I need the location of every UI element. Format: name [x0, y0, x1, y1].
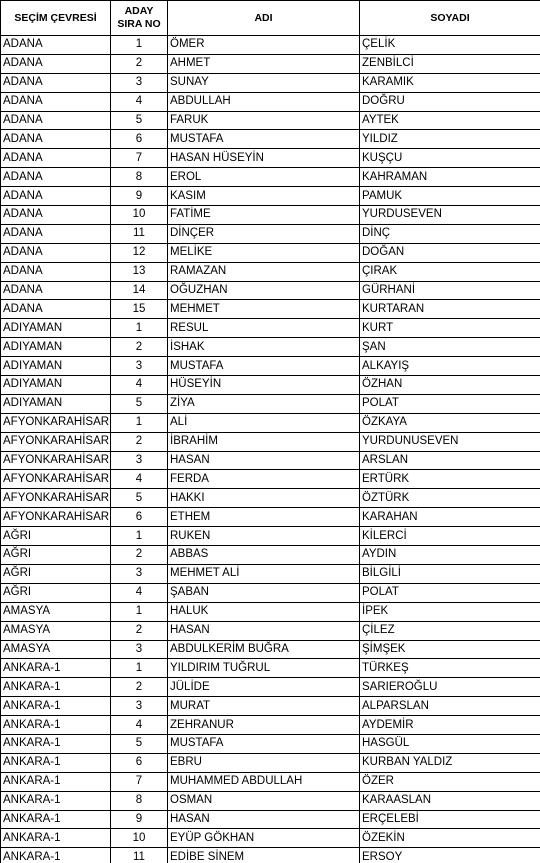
- table-row: [1, 394, 540, 413]
- cell-electoral-district: ADANA: [1, 130, 111, 149]
- table-row: [1, 640, 540, 659]
- cell-first-name: FATİME: [168, 206, 360, 225]
- cell-first-name: ŞABAN: [168, 583, 360, 602]
- cell-first-name: HASAN: [168, 810, 360, 829]
- cell-first-name: HASAN: [168, 451, 360, 470]
- table-row: [1, 149, 540, 168]
- cell-candidate-order-no: 4: [111, 376, 168, 395]
- cell-first-name: SUNAY: [168, 73, 360, 92]
- cell-electoral-district: ADIYAMAN: [1, 319, 111, 338]
- cell-electoral-district: ADANA: [1, 262, 111, 281]
- cell-candidate-order-no: 6: [111, 753, 168, 772]
- cell-surname: KURTARAN: [360, 300, 540, 319]
- cell-electoral-district: AFYONKARAHİSAR: [1, 432, 111, 451]
- cell-surname: AYDEMİR: [360, 716, 540, 735]
- cell-surname: ŞAN: [360, 338, 540, 357]
- cell-electoral-district: ADANA: [1, 281, 111, 300]
- cell-electoral-district: ANKARA-1: [1, 810, 111, 829]
- table-row: [1, 92, 540, 111]
- cell-candidate-order-no: 1: [111, 602, 168, 621]
- cell-first-name: OSMAN: [168, 791, 360, 810]
- cell-first-name: MUSTAFA: [168, 734, 360, 753]
- cell-surname: ÇELİK: [360, 36, 540, 55]
- cell-electoral-district: AMASYA: [1, 640, 111, 659]
- cell-surname: AYTEK: [360, 111, 540, 130]
- table-row: [1, 432, 540, 451]
- cell-electoral-district: ANKARA-1: [1, 848, 111, 863]
- table-row: [1, 300, 540, 319]
- table-row: [1, 602, 540, 621]
- table-row: [1, 73, 540, 92]
- cell-first-name: ABDULKERİM BUĞRA: [168, 640, 360, 659]
- cell-first-name: MUSTAFA: [168, 130, 360, 149]
- cell-electoral-district: AFYONKARAHİSAR: [1, 451, 111, 470]
- table-row: [1, 470, 540, 489]
- table-row: [1, 168, 540, 187]
- cell-electoral-district: ADANA: [1, 243, 111, 262]
- table-row: [1, 848, 540, 863]
- cell-first-name: HAKKI: [168, 489, 360, 508]
- cell-candidate-order-no: 2: [111, 338, 168, 357]
- cell-first-name: ABBAS: [168, 546, 360, 565]
- cell-electoral-district: AFYONKARAHİSAR: [1, 470, 111, 489]
- table-row: [1, 527, 540, 546]
- cell-electoral-district: AMASYA: [1, 602, 111, 621]
- cell-electoral-district: AĞRI: [1, 564, 111, 583]
- cell-candidate-order-no: 1: [111, 36, 168, 55]
- cell-electoral-district: ANKARA-1: [1, 716, 111, 735]
- table-row: [1, 716, 540, 735]
- table-row: [1, 659, 540, 678]
- cell-electoral-district: ADANA: [1, 54, 111, 73]
- table-row: [1, 243, 540, 262]
- cell-surname: TÜRKEŞ: [360, 659, 540, 678]
- cell-surname: DOĞAN: [360, 243, 540, 262]
- cell-first-name: ZEHRANUR: [168, 716, 360, 735]
- cell-electoral-district: ADANA: [1, 149, 111, 168]
- cell-first-name: FARUK: [168, 111, 360, 130]
- cell-first-name: ETHEM: [168, 508, 360, 527]
- cell-electoral-district: ANKARA-1: [1, 697, 111, 716]
- cell-surname: İPEK: [360, 602, 540, 621]
- cell-first-name: HALUK: [168, 602, 360, 621]
- cell-electoral-district: ANKARA-1: [1, 734, 111, 753]
- table-row: [1, 697, 540, 716]
- cell-electoral-district: ANKARA-1: [1, 791, 111, 810]
- cell-candidate-order-no: 6: [111, 508, 168, 527]
- cell-candidate-order-no: 15: [111, 300, 168, 319]
- header-electoral-district: SEÇİM ÇEVRESİ: [1, 1, 111, 36]
- cell-surname: ARSLAN: [360, 451, 540, 470]
- cell-first-name: MUHAMMED ABDULLAH: [168, 772, 360, 791]
- cell-first-name: İBRAHİM: [168, 432, 360, 451]
- table-row: [1, 564, 540, 583]
- cell-first-name: İSHAK: [168, 338, 360, 357]
- cell-first-name: HASAN HÜSEYİN: [168, 149, 360, 168]
- cell-surname: YURDUNUSEVEN: [360, 432, 540, 451]
- cell-surname: KARAMIK: [360, 73, 540, 92]
- cell-surname: ÇİLEZ: [360, 621, 540, 640]
- cell-surname: KURBAN YALDIZ: [360, 753, 540, 772]
- cell-candidate-order-no: 3: [111, 697, 168, 716]
- cell-candidate-order-no: 6: [111, 130, 168, 149]
- cell-first-name: MUSTAFA: [168, 357, 360, 376]
- cell-candidate-order-no: 10: [111, 206, 168, 225]
- cell-candidate-order-no: 10: [111, 829, 168, 848]
- table-row: [1, 583, 540, 602]
- table-row: [1, 357, 540, 376]
- table-row: [1, 621, 540, 640]
- cell-surname: DİNÇ: [360, 224, 540, 243]
- cell-candidate-order-no: 2: [111, 621, 168, 640]
- cell-electoral-district: ANKARA-1: [1, 829, 111, 848]
- cell-candidate-order-no: 2: [111, 432, 168, 451]
- table-row: [1, 829, 540, 848]
- cell-electoral-district: ANKARA-1: [1, 678, 111, 697]
- cell-surname: POLAT: [360, 583, 540, 602]
- cell-first-name: HÜSEYİN: [168, 376, 360, 395]
- cell-surname: ŞİMŞEK: [360, 640, 540, 659]
- cell-first-name: JÜLİDE: [168, 678, 360, 697]
- cell-surname: DOĞRU: [360, 92, 540, 111]
- cell-surname: KUŞÇU: [360, 149, 540, 168]
- table-row: [1, 772, 540, 791]
- header-first-name: ADI: [168, 1, 360, 36]
- cell-surname: KARAHAN: [360, 508, 540, 527]
- cell-candidate-order-no: 5: [111, 394, 168, 413]
- table-row: [1, 753, 540, 772]
- cell-electoral-district: ADANA: [1, 206, 111, 225]
- table-row: [1, 281, 540, 300]
- cell-first-name: AHMET: [168, 54, 360, 73]
- cell-electoral-district: AĞRI: [1, 527, 111, 546]
- cell-first-name: EYÜP GÖKHAN: [168, 829, 360, 848]
- cell-candidate-order-no: 7: [111, 149, 168, 168]
- cell-candidate-order-no: 4: [111, 716, 168, 735]
- cell-candidate-order-no: 4: [111, 92, 168, 111]
- cell-surname: ERSOY: [360, 848, 540, 863]
- cell-electoral-district: ADANA: [1, 73, 111, 92]
- cell-candidate-order-no: 13: [111, 262, 168, 281]
- cell-surname: BİLGİLİ: [360, 564, 540, 583]
- cell-electoral-district: ADIYAMAN: [1, 338, 111, 357]
- cell-candidate-order-no: 7: [111, 772, 168, 791]
- cell-candidate-order-no: 11: [111, 848, 168, 863]
- cell-surname: KİLERCİ: [360, 527, 540, 546]
- cell-first-name: DİNÇER: [168, 224, 360, 243]
- table-row: [1, 338, 540, 357]
- cell-candidate-order-no: 3: [111, 640, 168, 659]
- cell-electoral-district: ADANA: [1, 168, 111, 187]
- cell-candidate-order-no: 2: [111, 546, 168, 565]
- cell-first-name: MEHMET ALİ: [168, 564, 360, 583]
- cell-candidate-order-no: 12: [111, 243, 168, 262]
- cell-surname: GÜRHANİ: [360, 281, 540, 300]
- cell-surname: ZENBİLCİ: [360, 54, 540, 73]
- table-row: [1, 791, 540, 810]
- cell-surname: ALPARSLAN: [360, 697, 540, 716]
- cell-candidate-order-no: 3: [111, 564, 168, 583]
- cell-surname: ÇIRAK: [360, 262, 540, 281]
- cell-first-name: HASAN: [168, 621, 360, 640]
- cell-first-name: OĞUZHAN: [168, 281, 360, 300]
- cell-candidate-order-no: 1: [111, 527, 168, 546]
- table-row: [1, 224, 540, 243]
- cell-electoral-district: ANKARA-1: [1, 659, 111, 678]
- table-row: [1, 130, 540, 149]
- cell-electoral-district: AĞRI: [1, 546, 111, 565]
- cell-surname: ÖZTÜRK: [360, 489, 540, 508]
- cell-surname: ÖZEKİN: [360, 829, 540, 848]
- cell-candidate-order-no: 9: [111, 810, 168, 829]
- cell-electoral-district: AFYONKARAHİSAR: [1, 508, 111, 527]
- table-row: [1, 376, 540, 395]
- cell-electoral-district: ADANA: [1, 92, 111, 111]
- cell-candidate-order-no: 4: [111, 583, 168, 602]
- cell-surname: KARAASLAN: [360, 791, 540, 810]
- cell-candidate-order-no: 3: [111, 451, 168, 470]
- cell-first-name: EDİBE SİNEM: [168, 848, 360, 863]
- cell-electoral-district: ADANA: [1, 224, 111, 243]
- cell-candidate-order-no: 11: [111, 224, 168, 243]
- table-body: [1, 36, 540, 863]
- cell-surname: PAMUK: [360, 187, 540, 206]
- cell-candidate-order-no: 2: [111, 54, 168, 73]
- table-row: [1, 508, 540, 527]
- table-row: [1, 489, 540, 508]
- cell-candidate-order-no: 1: [111, 413, 168, 432]
- cell-first-name: KASIM: [168, 187, 360, 206]
- cell-surname: ALKAYIŞ: [360, 357, 540, 376]
- table-row: [1, 36, 540, 55]
- cell-candidate-order-no: 8: [111, 791, 168, 810]
- cell-electoral-district: ADANA: [1, 111, 111, 130]
- cell-first-name: EBRU: [168, 753, 360, 772]
- table-row: [1, 734, 540, 753]
- cell-candidate-order-no: 9: [111, 187, 168, 206]
- cell-candidate-order-no: 3: [111, 357, 168, 376]
- cell-candidate-order-no: 8: [111, 168, 168, 187]
- cell-first-name: ALİ: [168, 413, 360, 432]
- cell-surname: ÖZHAN: [360, 376, 540, 395]
- cell-candidate-order-no: 14: [111, 281, 168, 300]
- cell-first-name: ZİYA: [168, 394, 360, 413]
- cell-surname: YILDIZ: [360, 130, 540, 149]
- cell-candidate-order-no: 5: [111, 489, 168, 508]
- cell-electoral-district: ADANA: [1, 300, 111, 319]
- cell-candidate-order-no: 3: [111, 73, 168, 92]
- table-row: [1, 319, 540, 338]
- cell-electoral-district: ANKARA-1: [1, 753, 111, 772]
- cell-first-name: FERDA: [168, 470, 360, 489]
- cell-surname: ERÇELEBİ: [360, 810, 540, 829]
- cell-electoral-district: AFYONKARAHİSAR: [1, 489, 111, 508]
- table-row: [1, 546, 540, 565]
- cell-candidate-order-no: 5: [111, 111, 168, 130]
- cell-first-name: MELİKE: [168, 243, 360, 262]
- cell-electoral-district: ANKARA-1: [1, 772, 111, 791]
- cell-electoral-district: ADIYAMAN: [1, 357, 111, 376]
- cell-surname: HASGÜL: [360, 734, 540, 753]
- cell-surname: ÖZKAYA: [360, 413, 540, 432]
- cell-candidate-order-no: 1: [111, 659, 168, 678]
- header-row: [1, 1, 540, 36]
- cell-electoral-district: ADIYAMAN: [1, 394, 111, 413]
- cell-surname: AYDIN: [360, 546, 540, 565]
- table-row: [1, 810, 540, 829]
- cell-electoral-district: AĞRI: [1, 583, 111, 602]
- cell-surname: YURDUSEVEN: [360, 206, 540, 225]
- cell-candidate-order-no: 2: [111, 678, 168, 697]
- table-row: [1, 111, 540, 130]
- cell-first-name: RUKEN: [168, 527, 360, 546]
- table-row: [1, 678, 540, 697]
- table-row: [1, 262, 540, 281]
- cell-candidate-order-no: 1: [111, 319, 168, 338]
- cell-first-name: EROL: [168, 168, 360, 187]
- table-row: [1, 187, 540, 206]
- table-row: [1, 206, 540, 225]
- cell-candidate-order-no: 5: [111, 734, 168, 753]
- cell-first-name: YILDIRIM TUĞRUL: [168, 659, 360, 678]
- cell-surname: SARIEROĞLU: [360, 678, 540, 697]
- cell-first-name: MURAT: [168, 697, 360, 716]
- cell-first-name: MEHMET: [168, 300, 360, 319]
- cell-surname: ERTÜRK: [360, 470, 540, 489]
- cell-surname: POLAT: [360, 394, 540, 413]
- table-row: [1, 413, 540, 432]
- cell-surname: KURT: [360, 319, 540, 338]
- cell-electoral-district: ADIYAMAN: [1, 376, 111, 395]
- table-row: [1, 54, 540, 73]
- cell-electoral-district: ADANA: [1, 187, 111, 206]
- cell-surname: KAHRAMAN: [360, 168, 540, 187]
- cell-surname: ÖZER: [360, 772, 540, 791]
- cell-electoral-district: AMASYA: [1, 621, 111, 640]
- cell-electoral-district: ADANA: [1, 36, 111, 55]
- cell-first-name: ABDULLAH: [168, 92, 360, 111]
- cell-electoral-district: AFYONKARAHİSAR: [1, 413, 111, 432]
- header-surname: SOYADI: [360, 1, 540, 36]
- table-row: [1, 451, 540, 470]
- cell-first-name: RESUL: [168, 319, 360, 338]
- cell-first-name: ÖMER: [168, 36, 360, 55]
- cell-candidate-order-no: 4: [111, 470, 168, 489]
- cell-first-name: RAMAZAN: [168, 262, 360, 281]
- header-candidate-order-no: ADAY SIRA NO: [111, 1, 168, 36]
